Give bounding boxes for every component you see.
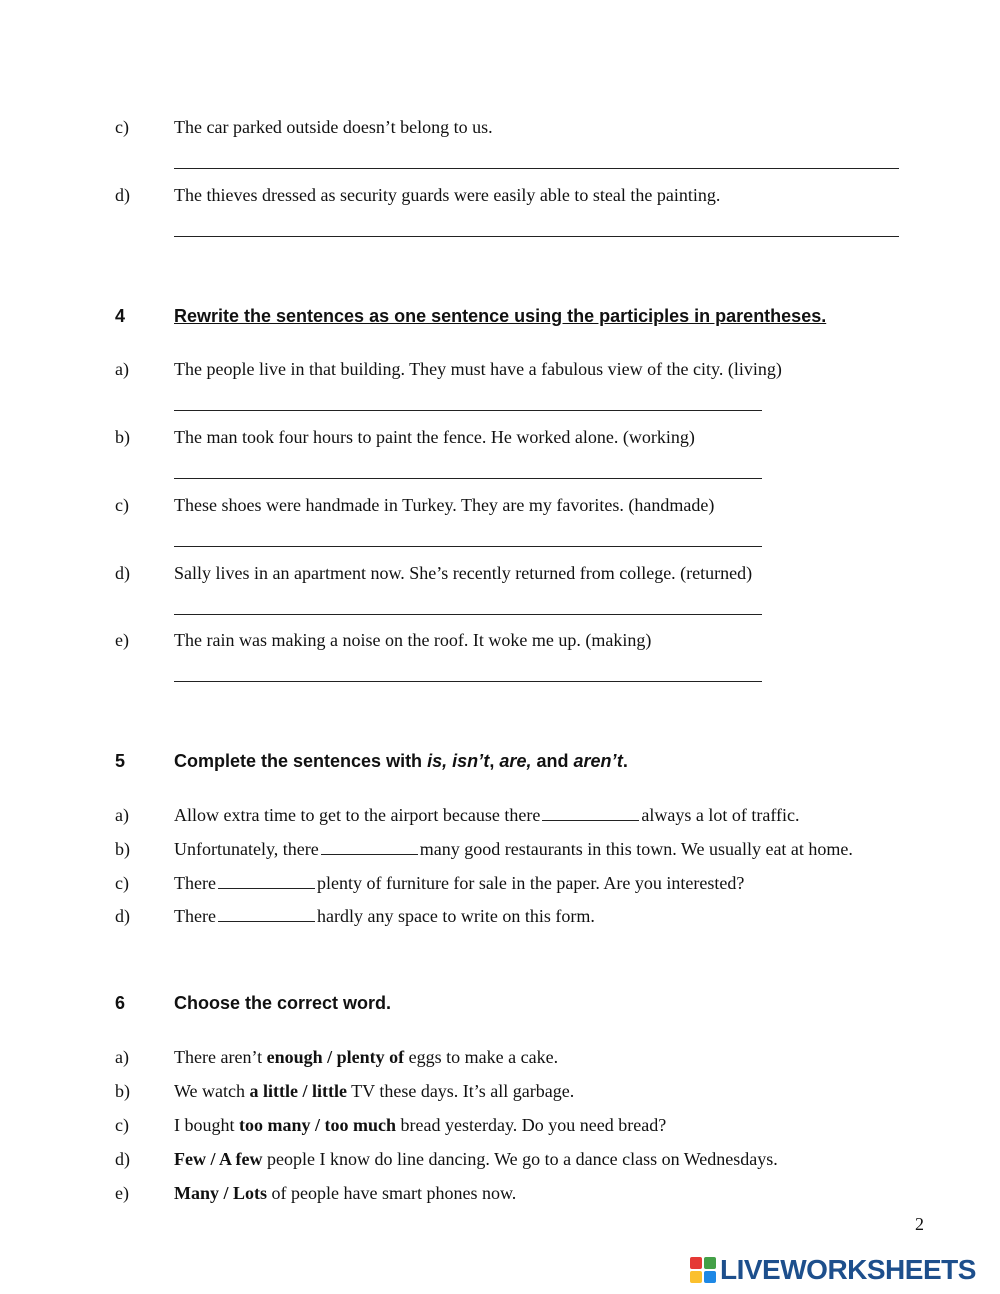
section-number: 6	[115, 993, 126, 1013]
item-label: a)	[115, 805, 129, 825]
text-post: eggs to make a cake.	[404, 1047, 559, 1067]
choice-options[interactable]: Many / Lots	[174, 1183, 268, 1203]
text-pre: I bought	[174, 1115, 239, 1135]
logo-blocks-icon	[690, 1257, 716, 1283]
choice-options[interactable]: too many / too much	[239, 1115, 396, 1135]
item-label: c)	[115, 495, 129, 515]
word-is-isnt: is, isn’t	[427, 751, 490, 771]
item-label: b)	[115, 427, 130, 447]
answer-line[interactable]	[174, 546, 762, 547]
text-after: always a lot of traffic.	[641, 805, 800, 825]
word-arent: aren’t	[573, 751, 623, 771]
text-post: TV these days. It’s all garbage.	[346, 1081, 575, 1101]
word-are: are,	[499, 751, 532, 771]
choice-options[interactable]: a little / little	[249, 1081, 347, 1101]
text-pre: There aren’t	[174, 1047, 267, 1067]
section-number: 4	[115, 306, 126, 326]
item-label: a)	[115, 1047, 129, 1067]
answer-line[interactable]	[174, 236, 899, 237]
section-title: Rewrite the sentences as one sentence using the participles in parentheses.	[174, 306, 827, 326]
item-label: c)	[115, 873, 129, 893]
item-text: The thieves dressed as security guards were easily able to steal the painting.	[174, 185, 721, 205]
text-after: many good restaurants in this town. We usually eat at home.	[419, 839, 853, 859]
item-label: d)	[115, 563, 130, 583]
answer-line[interactable]	[174, 410, 762, 411]
item-text: The rain was making a noise on the roof. It woke me up. (making)	[174, 630, 652, 650]
section-title	[174, 750, 628, 772]
text-before: There	[174, 873, 216, 893]
item-text: These shoes were handmade in Turkey. They are my favorites. (handmade)	[174, 495, 715, 515]
choice-options[interactable]: Few / A few	[174, 1149, 263, 1169]
title-period: .	[622, 751, 628, 771]
text-post: bread yesterday. Do you need bread?	[396, 1115, 667, 1135]
item-text: The car parked outside doesn’t belong to us.	[174, 117, 493, 137]
text-before: Unfortunately, there	[174, 839, 319, 859]
text-before: Allow extra time to get to the airport because there	[174, 805, 541, 825]
text-before: There	[174, 906, 216, 926]
title-start: Complete the sentences with	[174, 751, 428, 771]
section-number: 5	[115, 751, 126, 771]
item-label: d)	[115, 185, 130, 205]
item-label: a)	[115, 359, 129, 379]
choice-options[interactable]: enough / plenty of	[266, 1047, 405, 1067]
title-comma: ,	[489, 751, 500, 771]
brand-name: LIVEWORKSHEETS	[720, 1254, 976, 1285]
text-after: hardly any space to write on this form.	[316, 906, 595, 926]
page-number: 2	[915, 1214, 924, 1234]
text-after: plenty of furniture for sale in the paper. Are you interested?	[316, 873, 745, 893]
item-text: The people live in that building. They must have a fabulous view of the city. (living)	[174, 359, 782, 379]
item-label: e)	[115, 1183, 129, 1203]
item-label: b)	[115, 839, 130, 859]
item-label: d)	[115, 906, 130, 926]
item-text: Sally lives in an apartment now. She’s recently returned from college. (returned)	[174, 563, 753, 583]
fill-blank[interactable]	[542, 805, 639, 821]
item-label: b)	[115, 1081, 130, 1101]
text-post: of people have smart phones now.	[267, 1183, 517, 1203]
fill-blank[interactable]	[218, 906, 315, 922]
text-post: people I know do line dancing. We go to a dance class on Wednesdays.	[262, 1149, 778, 1169]
fill-blank[interactable]	[218, 873, 315, 889]
item-label: e)	[115, 630, 129, 650]
item-label: c)	[115, 117, 129, 137]
answer-line[interactable]	[174, 478, 762, 479]
item-text: The man took four hours to paint the fence. He worked alone. (working)	[174, 427, 695, 447]
answer-line[interactable]	[174, 681, 762, 682]
fill-blank[interactable]	[321, 839, 418, 855]
title-and: and	[531, 751, 574, 771]
answer-line[interactable]	[174, 168, 899, 169]
text-pre: We watch	[174, 1081, 250, 1101]
answer-line[interactable]	[174, 614, 762, 615]
section-title: Choose the correct word.	[174, 993, 392, 1013]
liveworksheets-logo	[690, 1254, 976, 1286]
item-label: d)	[115, 1149, 130, 1169]
item-label: c)	[115, 1115, 129, 1135]
